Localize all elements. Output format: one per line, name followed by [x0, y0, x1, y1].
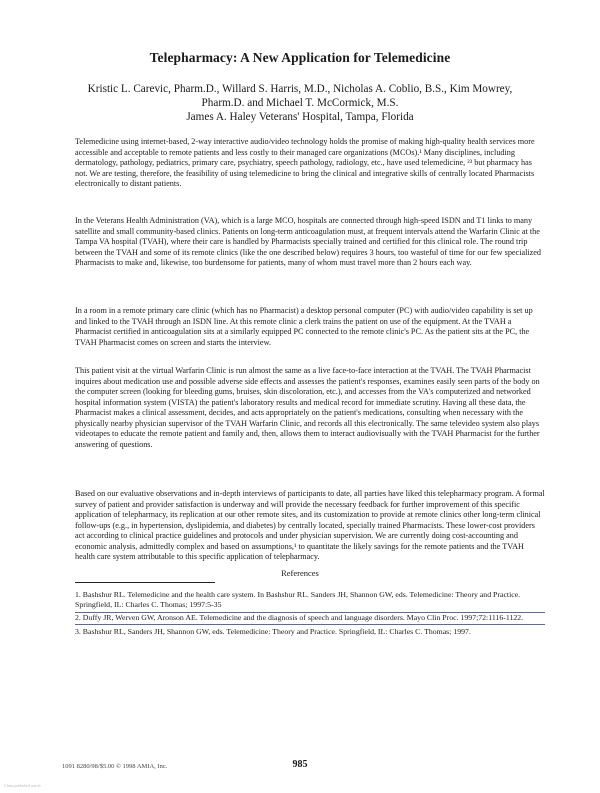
corner-watermark: Clean published article: [4, 783, 41, 788]
references-list: [75, 590, 545, 639]
authors-line-1: Kristic L. Carevic, Pharm.D., Willard S. Harris, M.D., Nicholas A. Coblio, B.S., Kim Mowrey,: [87, 83, 513, 95]
affiliation: James A. Haley Veterans' Hospital, Tampa, Florida: [186, 111, 414, 123]
references-divider: [75, 582, 215, 583]
authors-line-2: Pharm.D. and Michael T. McCormick, M.S.: [201, 97, 399, 109]
paper-title: Telepharmacy: A New Application for Telemedicine: [149, 50, 451, 65]
references-heading: References: [281, 568, 319, 578]
paragraph-3: In a room in a remote primary care clinic (which has no Pharmacist) a desktop personal computer (PC) with audio/video capability is set up and linked to the TVAH through an ISDN line. At this remote clinic a clerk trains the patient on use of the equipment. At the TVAH a Pharmacist certified in anticoagulation sits at a similarly equipped PC connected to the remote clinic's PC. As the patient sits at the PC, the TVAH Pharmacist comes on screen and starts the interview.: [75, 306, 533, 347]
author-block: [60, 82, 540, 124]
reference-item-highlighted[interactable]: 2. Duffy JR, Werven GW, Aronson AE. Telemedicine and the diagnosis of speech and language disorders. Mayo Clin Proc. 1997;72:1116-1122.: [75, 612, 545, 624]
reference-item: 1. Bashshur RL. Telemedicine and the health care system. In Bashshur RL. Sanders JH, Shannon GW, eds. Telemedicine: Theory and Practice. Springfield, IL: Charles C. Thomas; 1997:5-35: [75, 590, 521, 610]
paragraph-5: Based on our evaluative observations and in-depth interviews of participants to date, all parties have liked this telepharmacy program. A formal survey of patient and provider satisfaction is underway and will provide the necessary feedback for further improvement of this specific application of telepharmacy, its replication at our other remote sites, and its customization to provide at remote clinics other long-term clinical follow-ups (e.g., in hypertension, dyslipidemia, and diabetes) by centrally located, specially trained Pharmacists. These lower-cost providers act according to clinical practice guidelines and protocols and under physician supervision. We are currently doing cost-accounting and economic analysis, admittedly complex and based on assumptions,¹ to quantitate the likely savings for the remote patients and the TVAH health care system attributable to this specific application of telepharmacy.: [75, 489, 545, 561]
paragraph-4: This patient visit at the virtual Warfarin Clinic is run almost the same as a live face-to-face interaction at the TVAH. The TVAH Pharmacist inquires about medication use and possible adverse side effects and assesses the patient's responses, examines easily seen parts of the body on the computer screen (looking for bleeding gums, bruises, skin discoloration, etc.), and accesses from the VA's computerized and networked hospital information system (VISTA) the patient's laboratory results and medical record for immediate scrutiny. Having all these data, the Pharmacist makes a clinical assessment, decides, and acts appropriately on the patient's medications, consulting when necessary with the physically nearby physician supervisor of the TVAH Warfarin Clinic, and records all this electronically. The same televideo system also plays videotapes to educate the remote patient and family and, then, allows them to interact audiovisually with the TVAH Pharmacist for the further answering of questions.: [75, 366, 540, 449]
reference-item: 3. Bashshur RL, Sanders JH, Shannon GW, eds. Telemedicine: Theory and Practice. Springfield, IL: Charles C. Thomas; 1997.: [75, 626, 471, 636]
paragraph-1: Telemedicine using internet-based, 2-way interactive audio/video technology holds the promise of making high-quality health services more accessible and acceptable to remote patients and less costly to their managed care organizations (MCOs).¹ Many disciplines, including dermatology, pathology, pediatrics, primary care, psychiatry, speech pathology, radiology, etc., have used telemedicine, ²³ but pharmacy has not. We are testing, therefore, the feasibility of using telemedicine to bring the clinical and integrative skills of centrally located Pharmacists electronically to distant patients.: [75, 137, 535, 188]
footer-copyright: 1091 8280/98/$5.00 © 1998 AMIA, Inc.: [62, 763, 168, 770]
page-number: 985: [292, 759, 308, 770]
paragraph-2: In the Veterans Health Administration (VA), which is a large MCO, hospitals are connected through high-speed ISDN and T1 links to many satellite and small community-based clinics. Patients on long-term anticoagulation must, at frequent intervals attend the Warfarin Clinic at the Tampa VA hospital (TVAH), where their care is handled by Pharmacists specially trained and certified for this clinical role. The round trip between the TVAH and some of its remote clinics (like the one described below) requires 3 hours, too wasteful of time for our few specialized Pharmacists to make and, likewise, too burdensome for patients, many of whom must travel more than 2 hours each way.: [75, 216, 542, 267]
